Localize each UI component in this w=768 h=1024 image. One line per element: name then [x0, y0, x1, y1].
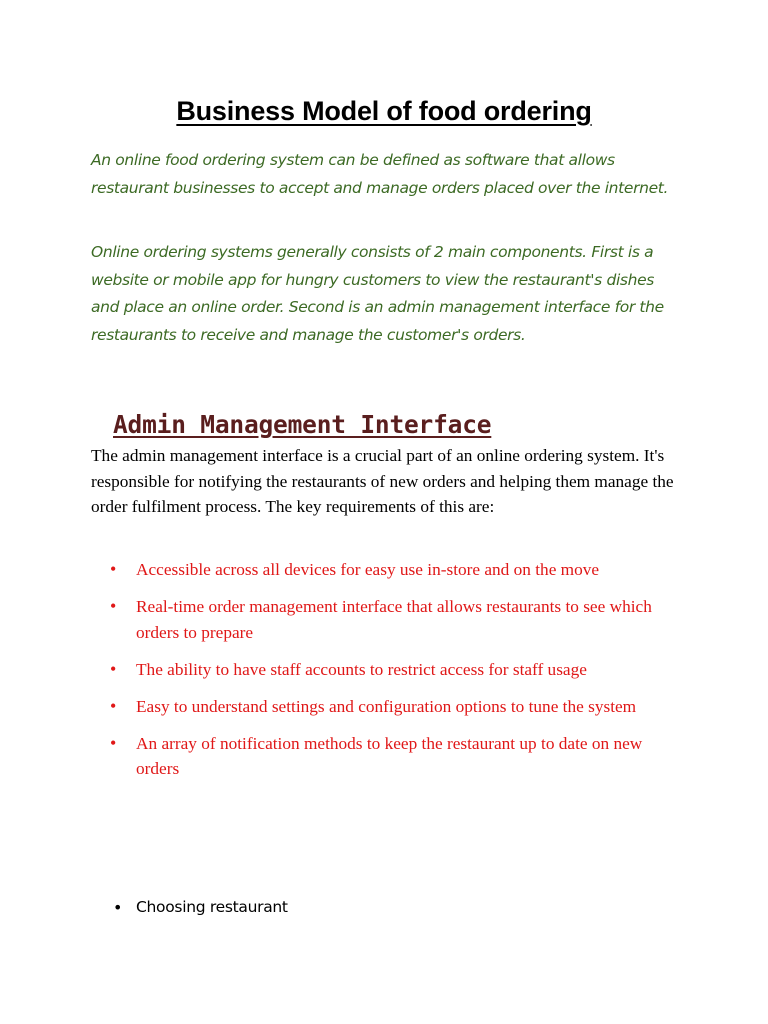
list-item: [0, 731, 676, 782]
section-paragraph: The admin management interface is a crucial part of an online ordering system. It's responsible for notifying the restaurants of new orders and helping them manage the order fulfilment process. The key requirements of this are:: [91, 446, 674, 517]
list-item: [0, 657, 676, 683]
list-item-text: An array of notification methods to keep the restaurant up to date on new orders: [136, 733, 643, 778]
list-item: [0, 594, 676, 645]
bullet-icon: •: [110, 695, 117, 716]
topics-list: [0, 894, 768, 921]
list-item: [0, 557, 676, 583]
list-item-text: Easy to understand settings and configuration options to tune the system: [136, 696, 637, 716]
list-item-text: Real-time order management interface that allows restaurants to see which orders to prepare: [136, 597, 652, 642]
bullet-icon: •: [110, 658, 117, 679]
intro-paragraph: An online food ordering system can be defined as software that allows restaurant businesses to accept and manage orders placed over the internet.: [91, 151, 669, 197]
bullet-icon: •: [113, 898, 123, 917]
list-item-text: Accessible across all devices for easy use in-store and on the move: [136, 560, 600, 579]
list-item: [0, 894, 768, 921]
document-title: Business Model of food ordering: [176, 96, 592, 126]
requirements-list: [0, 557, 768, 793]
bullet-icon: •: [110, 559, 117, 579]
section-heading: Admin Management Interface: [113, 410, 492, 439]
bullet-icon: •: [110, 596, 117, 616]
bullet-icon: •: [110, 732, 117, 753]
list-item-text: The ability to have staff accounts to restrict access for staff usage: [136, 659, 587, 679]
list-item-text: Choosing restaurant: [136, 898, 288, 916]
list-item: [0, 694, 676, 720]
intro-paragraph: Online ordering systems generally consists of 2 main components. First is a website or mobile app for hungry customers to view the restaurant's dishes and place an online order. Second is an admin management interface for the restaurants to receive and manage the customer's orders.: [91, 243, 664, 344]
